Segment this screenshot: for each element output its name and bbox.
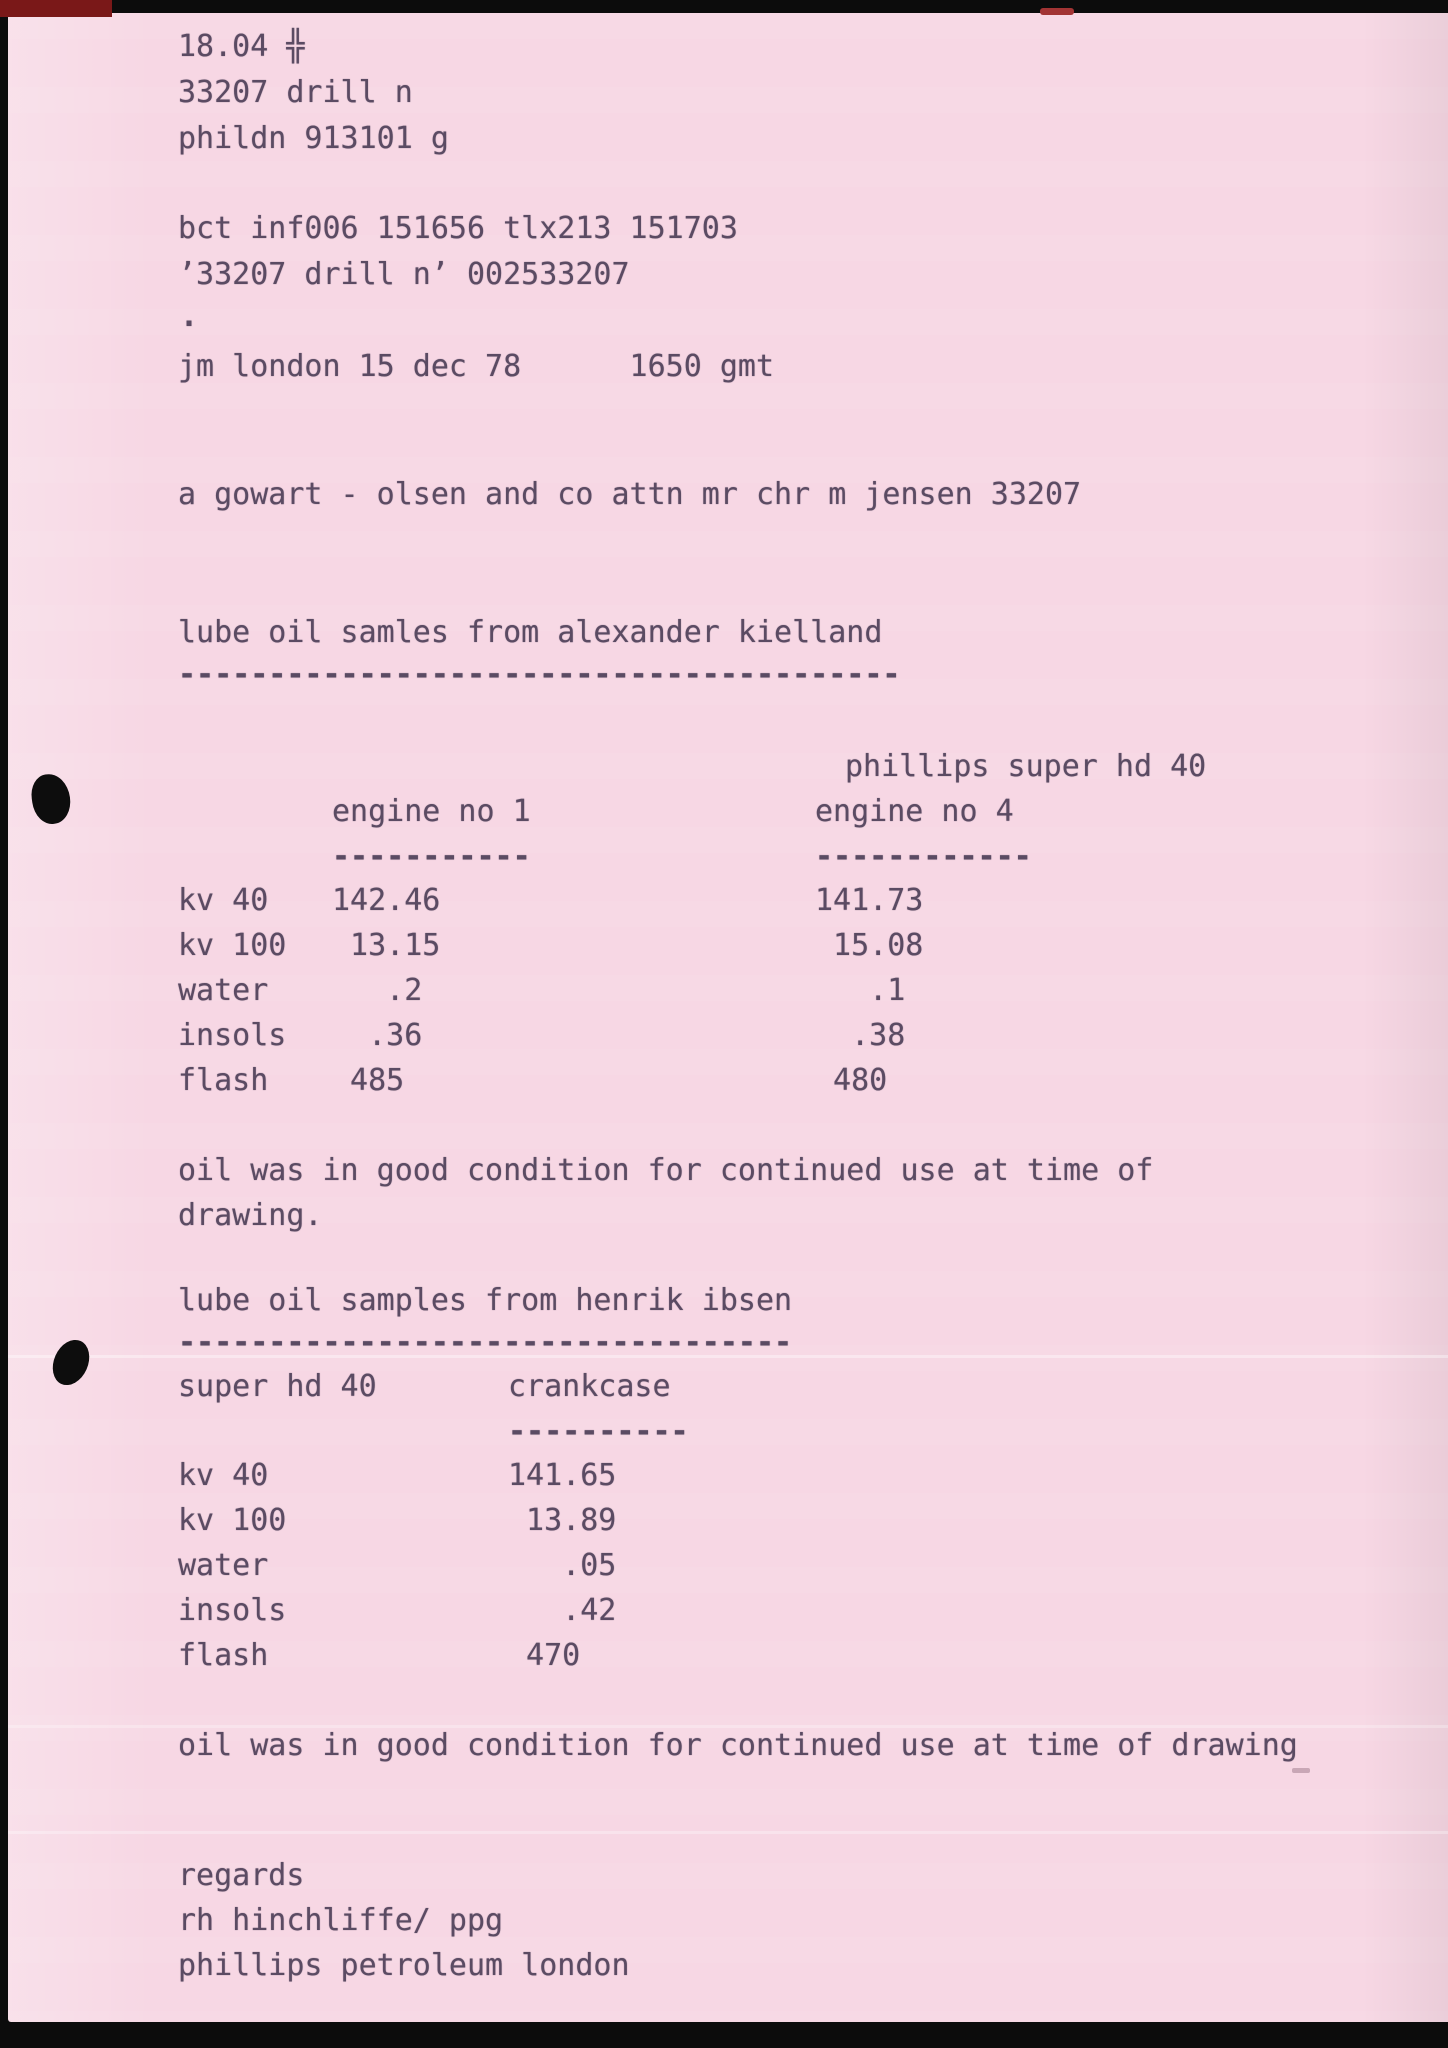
scan-artifact-light-mark (1292, 1768, 1310, 1773)
signature-company: phillips petroleum london (178, 1948, 630, 1983)
column-header-crankcase: crankcase (508, 1369, 671, 1404)
row-label: insols (178, 1018, 287, 1053)
scan-edge-top (0, 0, 1448, 13)
row-label: kv 40 (178, 883, 269, 918)
grade-header: super hd 40 (178, 1369, 377, 1404)
column-header-engine-1: engine no 1 (332, 794, 531, 829)
column-underline-engine-1: ----------- (332, 839, 531, 874)
row-value-engine-4: 141.73 (815, 883, 924, 918)
brand-header: phillips super hd 40 (845, 749, 1207, 784)
row-label: water (178, 973, 269, 1008)
row-label: kv 100 (178, 1503, 287, 1538)
row-value-engine-4: .1 (815, 973, 906, 1008)
answerback-line-1: 33207 drill n (178, 75, 413, 110)
paper-crease (8, 1831, 1448, 1834)
row-value-crankcase: 141.65 (508, 1458, 617, 1493)
kielland-note-line-1: oil was in good condition for continued use at time of (178, 1153, 1154, 1188)
telex-paper (8, 13, 1448, 2022)
row-label: flash (178, 1063, 269, 1098)
row-label: kv 100 (178, 928, 287, 963)
row-value-engine-4: 480 (815, 1063, 888, 1098)
row-value-engine-1: .2 (332, 973, 423, 1008)
column-underline-engine-4: ------------ (815, 839, 1032, 874)
row-value-engine-1: 485 (332, 1063, 405, 1098)
signature-name: rh hinchliffe/ ppg (178, 1903, 504, 1938)
scan-artifact-red-mark (1040, 8, 1074, 15)
row-label: water (178, 1548, 269, 1583)
kielland-note-line-2: drawing. (178, 1198, 323, 1233)
signature-regards: regards (178, 1858, 305, 1893)
row-value-engine-1: .36 (332, 1018, 423, 1053)
ibsen-note: oil was in good condition for continued use at time of drawing (178, 1728, 1298, 1763)
row-value-engine-1: 142.46 (332, 883, 441, 918)
dateline: jm london 15 dec 78 1650 gmt (178, 349, 775, 384)
separator-dot: . (180, 299, 199, 334)
reference-line: ’33207 drill n’ 002533207 (178, 257, 630, 292)
scan-edge-left (0, 0, 8, 2048)
row-value-crankcase: .42 (508, 1593, 617, 1628)
section-kielland-underline: ---------------------------------------- (178, 657, 901, 692)
row-value-crankcase: 13.89 (508, 1503, 617, 1538)
row-value-engine-4: 15.08 (815, 928, 924, 963)
row-value-engine-1: 13.15 (332, 928, 441, 963)
column-underline-crankcase: ---------- (508, 1414, 689, 1449)
row-label: flash (178, 1638, 269, 1673)
routing-line: bct inf006 151656 tlx213 151703 (178, 211, 738, 246)
section-ibsen-title: lube oil samples from henrik ibsen (178, 1283, 793, 1318)
answerback-line-2: phildn 913101 g (178, 121, 449, 156)
column-header-engine-4: engine no 4 (815, 794, 1014, 829)
section-kielland-title: lube oil samles from alexander kielland (178, 615, 883, 650)
row-value-crankcase: .05 (508, 1548, 617, 1583)
addressee-line: a gowart - olsen and co attn mr chr m jensen 33207 (178, 477, 1082, 512)
section-ibsen-underline: ---------------------------------- (178, 1325, 793, 1360)
row-label: insols (178, 1593, 287, 1628)
scan-edge-bottom (0, 2022, 1448, 2048)
timestamp-line: 18.04 ╬ (178, 29, 305, 64)
row-label: kv 40 (178, 1458, 269, 1493)
scan-artifact-red-corner (0, 0, 112, 17)
row-value-engine-4: .38 (815, 1018, 906, 1053)
row-value-crankcase: 470 (508, 1638, 581, 1673)
